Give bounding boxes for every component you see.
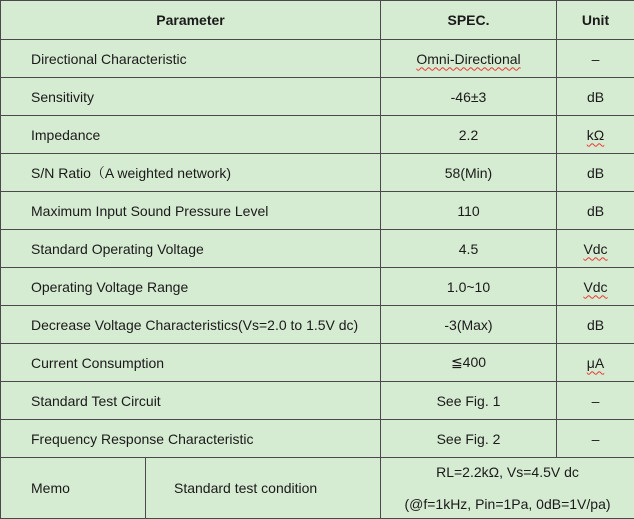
header-row — [1, 1, 634, 40]
unit-cell: – — [557, 382, 634, 420]
table-row — [1, 192, 634, 230]
unit-value: Vdc — [583, 279, 607, 295]
memo-line-2: (@f=1kHz, Pin=1Pa, 0dB=1V/pa) — [381, 496, 634, 512]
table-row — [1, 420, 634, 458]
parameter-cell: S/N Ratio（A weighted network) — [1, 154, 381, 192]
parameter-cell: Directional Characteristic — [1, 40, 381, 78]
unit-cell — [557, 230, 634, 268]
table-row — [1, 78, 634, 116]
spec-cell: 2.2 — [381, 116, 557, 154]
spec-cell: -3(Max) — [381, 306, 557, 344]
unit-value: Vdc — [583, 241, 607, 257]
parameter-cell: Maximum Input Sound Pressure Level — [1, 192, 381, 230]
table-row — [1, 154, 634, 192]
unit-cell: – — [557, 40, 634, 78]
table-row — [1, 382, 634, 420]
spec-cell — [381, 40, 557, 78]
memo-sub-label: Standard test condition — [146, 458, 381, 519]
parameter-cell: Frequency Response Characteristic — [1, 420, 381, 458]
unit-cell: dB — [557, 306, 634, 344]
spec-cell: 1.0~10 — [381, 268, 557, 306]
parameter-cell: Operating Voltage Range — [1, 268, 381, 306]
spec-cell: See Fig. 1 — [381, 382, 557, 420]
table-row — [1, 306, 634, 344]
spec-cell: 58(Min) — [381, 154, 557, 192]
spec-cell: -46±3 — [381, 78, 557, 116]
unit-cell: dB — [557, 192, 634, 230]
header-unit: Unit — [557, 1, 634, 40]
spec-cell: ≦400 — [381, 344, 557, 382]
memo-label: Memo — [1, 458, 146, 519]
header-spec: SPEC. — [381, 1, 557, 40]
table-row — [1, 40, 634, 78]
table-row — [1, 116, 634, 154]
unit-cell — [557, 268, 634, 306]
memo-line-1: RL=2.2kΩ, Vs=4.5V dc — [381, 464, 634, 480]
header-parameter: Parameter — [1, 1, 381, 40]
unit-cell: dB — [557, 154, 634, 192]
spec-cell: 110 — [381, 192, 557, 230]
table-row — [1, 268, 634, 306]
spec-cell: 4.5 — [381, 230, 557, 268]
parameter-cell: Standard Test Circuit — [1, 382, 381, 420]
spec-cell: See Fig. 2 — [381, 420, 557, 458]
parameter-cell: Current Consumption — [1, 344, 381, 382]
unit-cell: dB — [557, 78, 634, 116]
table-row — [1, 344, 634, 382]
unit-cell: – — [557, 420, 634, 458]
table-row — [1, 230, 634, 268]
parameter-cell: Decrease Voltage Characteristics(Vs=2.0 to 1.5V dc) — [1, 306, 381, 344]
unit-value: kΩ — [587, 127, 604, 143]
parameter-cell: Sensitivity — [1, 78, 381, 116]
memo-row — [1, 458, 634, 519]
parameter-cell: Impedance — [1, 116, 381, 154]
parameter-cell: Standard Operating Voltage — [1, 230, 381, 268]
unit-value: μA — [587, 355, 604, 371]
unit-cell — [557, 344, 634, 382]
memo-value-cell — [381, 458, 634, 519]
unit-cell — [557, 116, 634, 154]
spec-value: Omni-Directional — [416, 51, 520, 67]
